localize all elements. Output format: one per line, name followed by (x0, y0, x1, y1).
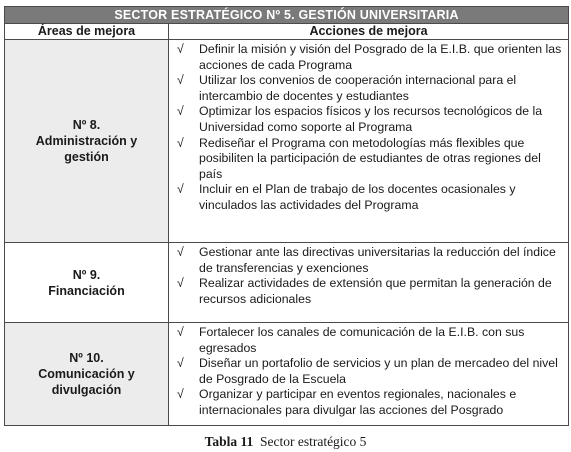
action-item: √ Definir la misión y visión del Posgrado de la E.I.B. que orienten las acciones de cada Programa (173, 42, 564, 73)
action-item: √ Utilizar los convenios de cooperación internacional para el intercambio de docentes y estudiantes (173, 73, 564, 104)
strategic-sector-table (4, 6, 569, 426)
table-header-row (5, 24, 568, 40)
table-row (5, 323, 568, 425)
check-icon: √ (177, 135, 184, 150)
check-icon: √ (177, 245, 184, 259)
area-cell: Nº 8. Administración y gestión (5, 40, 169, 242)
check-icon: √ (177, 325, 184, 339)
check-icon: √ (177, 276, 184, 291)
check-icon: √ (177, 387, 184, 402)
action-item: √ Incluir en el Plan de trabajo de los docentes ocasionales y vinculados las actividades del Programa (173, 182, 564, 213)
caption-label: Tabla 11 (204, 434, 254, 449)
caption-text: Sector estratégico 5 (259, 434, 367, 449)
area-cell: Nº 9. Financiación (5, 243, 169, 322)
check-icon: √ (177, 42, 184, 56)
action-item: √ Gestionar ante las directivas universitarias la reducción del índice de transferencias y exenciones (173, 245, 564, 276)
actions-cell (169, 40, 568, 242)
action-item: √ Organizar y participar en eventos regionales, nacionales e internacionales para divulgar las acciones del Posgrado (173, 387, 564, 418)
check-icon: √ (177, 104, 184, 119)
table-title: SECTOR ESTRATÉGICO Nº 5. GESTIÓN UNIVERSITARIA (5, 7, 568, 24)
table-caption (0, 434, 571, 450)
check-icon: √ (177, 356, 184, 371)
action-item: √ Rediseñar el Programa con metodologías más flexibles que posibiliten la participación de estudiantes de otras regiones del país (173, 136, 564, 183)
table-row (5, 40, 568, 243)
table-row (5, 243, 568, 323)
action-item: √ Optimizar los espacios físicos y los recursos tecnológicos de la Universidad como soporte al Programa (173, 104, 564, 135)
actions-cell (169, 243, 568, 322)
header-areas: Áreas de mejora (5, 24, 169, 39)
actions-cell (169, 323, 568, 425)
area-cell: Nº 10. Comunicación y divulgación (5, 323, 169, 425)
action-item: √ Fortalecer los canales de comunicación de la E.I.B. con sus egresados (173, 325, 564, 356)
header-actions: Acciones de mejora (309, 24, 428, 38)
action-item: √ Diseñar un portafolio de servicios y un plan de mercadeo del nivel de Posgrado de la Escuela (173, 356, 564, 387)
check-icon: √ (177, 182, 184, 197)
check-icon: √ (177, 73, 184, 88)
action-item: √ Realizar actividades de extensión que permitan la generación de recursos adicionales (173, 276, 564, 307)
